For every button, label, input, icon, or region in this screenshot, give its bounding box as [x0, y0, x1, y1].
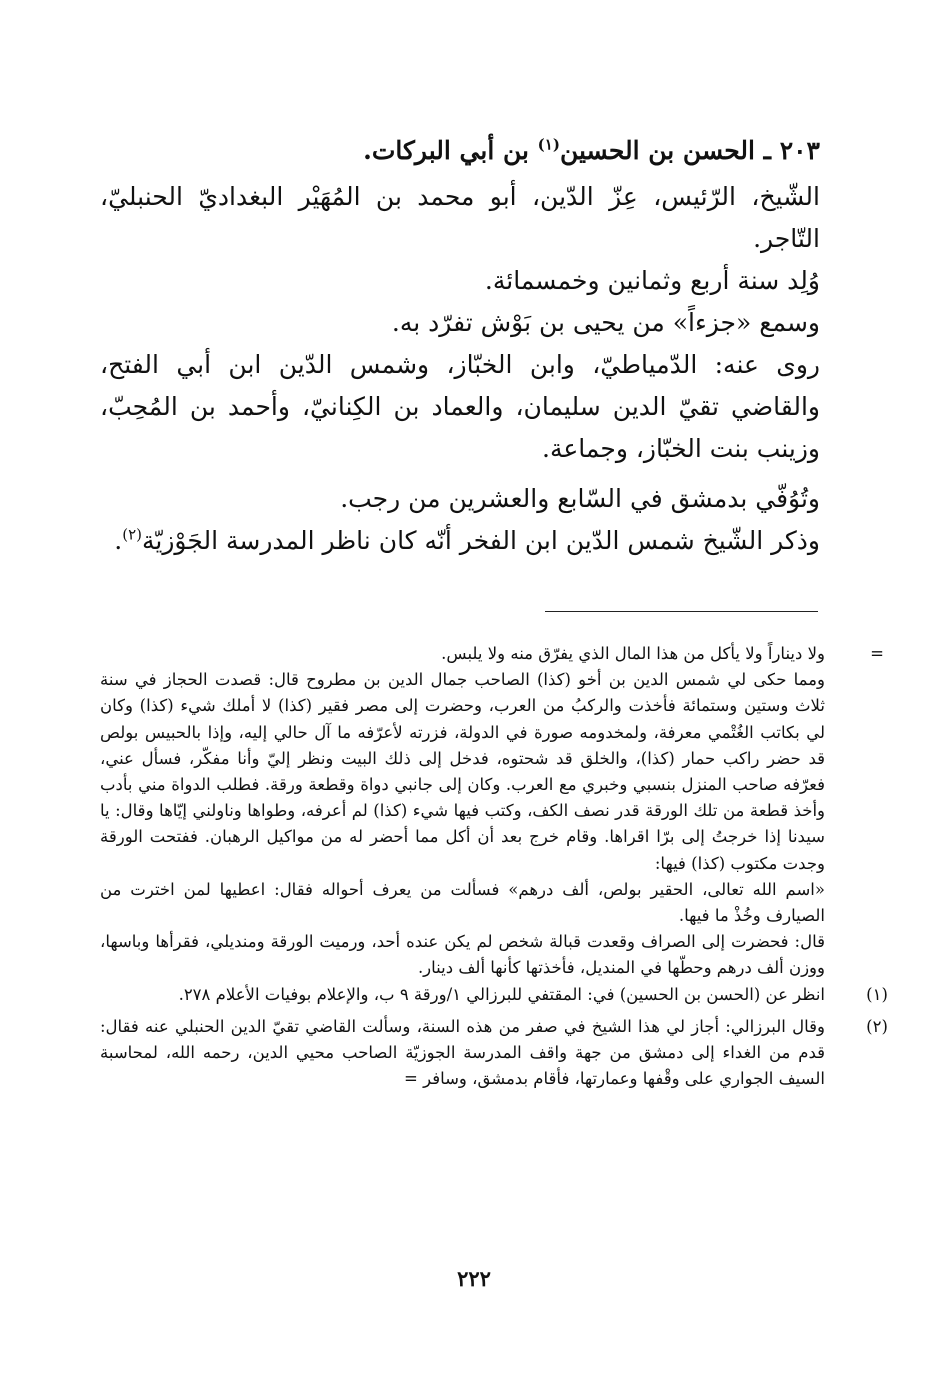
paragraph-gap	[100, 470, 820, 478]
footnote-ref-2: (٢)	[122, 525, 142, 544]
continuation-para: «اسم الله تعالى، الحقير بولص، ألف درهم» فسألت من يعرف أحواله فقال: اعطيها لمن اخترت من الصيارف وخُذْ ما فيها.	[100, 879, 825, 926]
main-text	[100, 130, 820, 562]
footnote-continuation	[100, 641, 884, 982]
entry-death: وتُوُفّي بدمشق في السّابع والعشرين من رجب.	[340, 484, 820, 513]
footnote-2-text: وقال البرزالي: أجاز لي هذا الشيخ في صفر من هذه السنة، وسألت القاضي تقيّ الدين الحنبلي عنه فقال: قدم من الغداء إلى دمشق من جهة واقف المدرسة الجوزيّة الصاحب محيي الدين، رحمه الله، لمحاسبة السيف الجواري على وقْفها وعمارتها، فأقام بدمشق، وسافر =	[100, 1016, 825, 1089]
entry-narrators: روى عنه: الدّمياطيّ، وابن الخبّاز، وشمس الدّين ابن أبي الفتح، والقاضي تقيّ الدين سليمان، والعماد بن الكِنانيّ، وأحمد بن المُحِبّ، وزينب بنت الخبّاز، وجماعة.	[100, 350, 820, 463]
footnote-1	[100, 982, 888, 1008]
footnote-2-mark: (٢)	[866, 1016, 888, 1036]
page-number: ٢٢٢	[457, 1266, 491, 1291]
footnote-separator	[545, 611, 818, 612]
entry-heard: وسمع «جزءاً» من يحيى بن بَوْش تفرّد به.	[391, 308, 820, 337]
continuation-para: ومما حكى لي شمس الدين بن أخو (كذا) الصاحب جمال الدين بن مطروح قال: قصدت الحجاز في سنة ثلاث وستين وستمائة فأخذت والركبُ من العرب، وحضرت إلى مصر فقير (كذا) لا أملك شيء (كذا) وكان لي بكاتب الغُتْمي معرفة، ولمخدومه صورة في الدولة، فزرته لأعرّفه ما آل حالي إليه، وإذا بالحبيس بولص قد حضر راكب حمار (كذا)، والخلق قد شحتوه، فدخل إلى ذلك البيت ونظر إليّ وأنا مفكّر، فسأل عني، فعرّفه صاحب المنزل بنسبي وخبري مع العرب. وكان إلى جانبي دواة وقطعة ورقة. فطلب الدواة مني بأدب وأخذ قطعة من تلك الورقة قدر نصف الكف، وكتب فيها شيء (كذا) لم أعرفه، وطواها وناولني إيّاها وقال: يا سيدنا إذا خرجتُ إلى برّا اقراها. وقام خرج بعد أن أكل مما أحضر له من مواكيل الرهبان. ففتحت الورقة وجدت مكتوب (كذا) فيها:	[100, 670, 825, 873]
entry-title-rest: بن أبي البركات.	[363, 136, 538, 165]
footnotes	[100, 641, 888, 1092]
footnote-2	[100, 1014, 888, 1093]
entry-epithet: الشّيخ، الرّئيس، عِزّ الدّين، أبو محمد بن المُهَيْر البغداديّ الحنبليّ، التّاجر.	[100, 182, 820, 253]
entry-title-text: ٢٠٣ ـ الحسن بن الحسين	[559, 136, 820, 165]
entry-note-text: وذكر الشّيخ شمس الدّين ابن الفخر أنّه كان ناظر المدرسة الجَوْزيّة	[141, 526, 820, 555]
entry-birth: وُلِد سنة أربع وثمانين وخمسمائة.	[484, 266, 820, 295]
continuation-mark: =	[870, 644, 884, 663]
footnote-ref-1: (١)	[537, 135, 560, 154]
footnote-1-mark: (١)	[866, 984, 888, 1004]
continuation-para: قال: فحضرت إلى الصراف وقعدت قبالة شخص لم يكن عنده أحد، ورميت الورقة ومنديلي، فقرأها وباسها، ووزن ألف درهم وحطّها في المنديل، فأخذتها كأنها ألف دينار.	[100, 932, 825, 978]
footnote-1-text: انظر عن (الحسن بن الحسين) في: المقتفي للبرزالي ١/ورقة ٩ ب، والإعلام بوفيات الأعلام ٢٧٨.	[178, 984, 825, 1004]
entry-title	[100, 130, 820, 172]
entry-note-end: .	[114, 526, 123, 555]
continuation-para: ولا ديناراً ولا يأكل من هذا المال الذي يفرّق منه ولا يلبس.	[441, 644, 825, 663]
entry-note	[100, 520, 820, 562]
